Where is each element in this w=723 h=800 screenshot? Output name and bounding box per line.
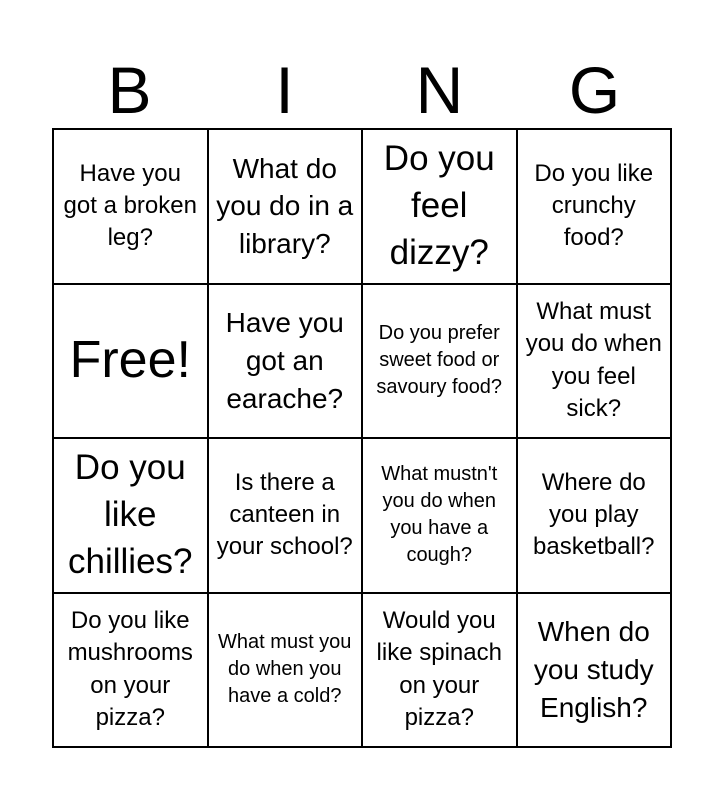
- bingo-cell: [208, 593, 363, 748]
- header-letter-i: I: [275, 53, 294, 127]
- cell-text: Where do you play basketball?: [533, 468, 655, 561]
- cell-text: What do you do in a library?: [216, 152, 354, 260]
- bingo-cell: [208, 438, 363, 593]
- cell-text: Have you got a broken leg?: [63, 159, 197, 252]
- bingo-free-cell: [53, 284, 208, 439]
- bingo-cell: [517, 284, 672, 439]
- bingo-grid: [52, 128, 672, 748]
- cell-text: Do you like chillies?: [68, 448, 193, 581]
- bingo-cell: [208, 284, 363, 439]
- bingo-cell: [517, 129, 672, 284]
- bingo-cell: [362, 284, 517, 439]
- bingo-cell: [517, 438, 672, 593]
- bingo-cell: [53, 129, 208, 284]
- cell-text: Do you feel dizzy?: [383, 139, 495, 272]
- cell-text: What must you do when you have a cold?: [218, 631, 352, 708]
- cell-text: What must you do when you feel sick?: [525, 297, 662, 423]
- bingo-cell: [362, 129, 517, 284]
- bingo-header: [52, 52, 672, 128]
- cell-text: When do you study English?: [533, 616, 654, 723]
- bingo-cell: [362, 438, 517, 593]
- header-letter-n: N: [415, 53, 464, 127]
- bingo-cell: [517, 593, 672, 748]
- bingo-cell: [53, 593, 208, 748]
- cell-text: Would you like spinach on your pizza?: [376, 606, 502, 732]
- cell-text: Do you like mushrooms on your pizza?: [67, 606, 193, 732]
- cell-text: Free!: [69, 331, 191, 390]
- header-letter-g: G: [568, 53, 621, 127]
- cell-text: Is there a canteen in your school?: [216, 468, 353, 561]
- header-letter-b: B: [107, 53, 152, 127]
- bingo-cell: [208, 129, 363, 284]
- cell-text: Have you got an earache?: [225, 307, 344, 414]
- cell-text: Do you prefer sweet food or savoury food?: [376, 322, 503, 399]
- cell-text: What mustn't you do when you have a cough?: [381, 463, 498, 567]
- cell-text: Do you like crunchy food?: [534, 159, 654, 252]
- bingo-cell: [362, 593, 517, 748]
- bingo-cell: [53, 438, 208, 593]
